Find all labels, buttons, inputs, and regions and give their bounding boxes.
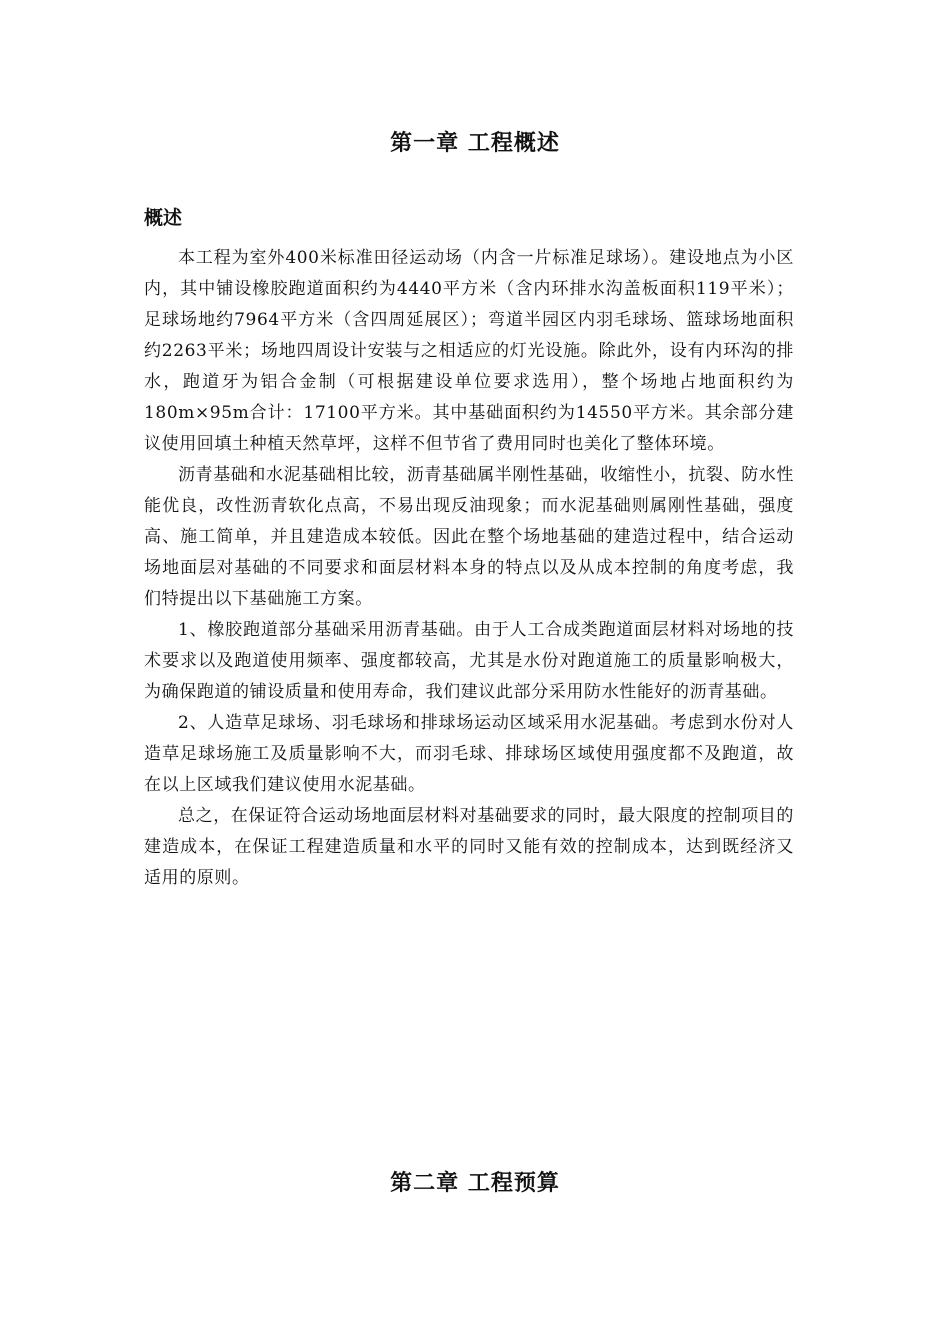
chapter-1-title: 第一章 工程概述 — [390, 131, 560, 156]
paragraph-asphalt-foundation: 1、橡胶跑道部分基础采用沥青基础。由于人工合成类跑道面层材料对场地的技术要求以及跑道使用频率、强度都较高，尤其是水份对跑道施工的质量影响极大，为确保跑道的铺设质量和使用寿命，我们建议此部分采用防水性能好的沥青基础。 — [144, 620, 794, 702]
paragraph-conclusion: 总之，在保证符合运动场地面层材料对基础要求的同时，最大限度的控制项目的建造成本，在保证工程建造质量和水平的同时又能有效的控制成本，达到既经济又适用的原则。 — [144, 806, 794, 888]
paragraph-foundation-comparison: 沥青基础和水泥基础相比较，沥青基础属半刚性基础，收缩性小，抗裂、防水性能优良，改性沥青软化点高，不易出现反油现象；而水泥基础则属刚性基础，强度高、施工简单，并且建造成本较低。因此在整个场地基础的建造过程中，结合运动场地面层对基础的不同要求和面层材料本身的特点以及从成本控制的角度考虑，我们特提出以下基础施工方案。 — [144, 465, 794, 609]
paragraph-project-scope: 本工程为室外400米标准田径运动场（内含一片标准足球场）。建设地点为小区内，其中铺设橡胶跑道面积约为4440平方米（含内环排水沟盖板面积119平米）；足球场地约7964平方米（含四周延展区）；弯道半园区内羽毛球场、篮球场地面积约2263平米；场地四周设计安装与之相适应的灯光设施。除此外，设有内环沟的排水，跑道牙为铝合金制（可根据建设单位要求选用），整个场地占地面积约为180m×95m合计：17100平方米。其中基础面积约为14550平方米。其余部分建议使用回填土种植天然草坪，这样不但节省了费用同时也美化了整体环境。 — [144, 248, 794, 454]
paragraph-cement-foundation: 2、人造草足球场、羽毛球场和排球场运动区域采用水泥基础。考虑到水份对人造草足球场施工及质量影响不大，而羽毛球、排球场区域使用强度都不及跑道，故在以上区域我们建议使用水泥基础。 — [144, 713, 794, 795]
section-heading-overview: 概述 — [144, 207, 183, 229]
chapter-2-title: 第二章 工程预算 — [390, 1171, 560, 1196]
chapter-1-body — [144, 243, 794, 894]
